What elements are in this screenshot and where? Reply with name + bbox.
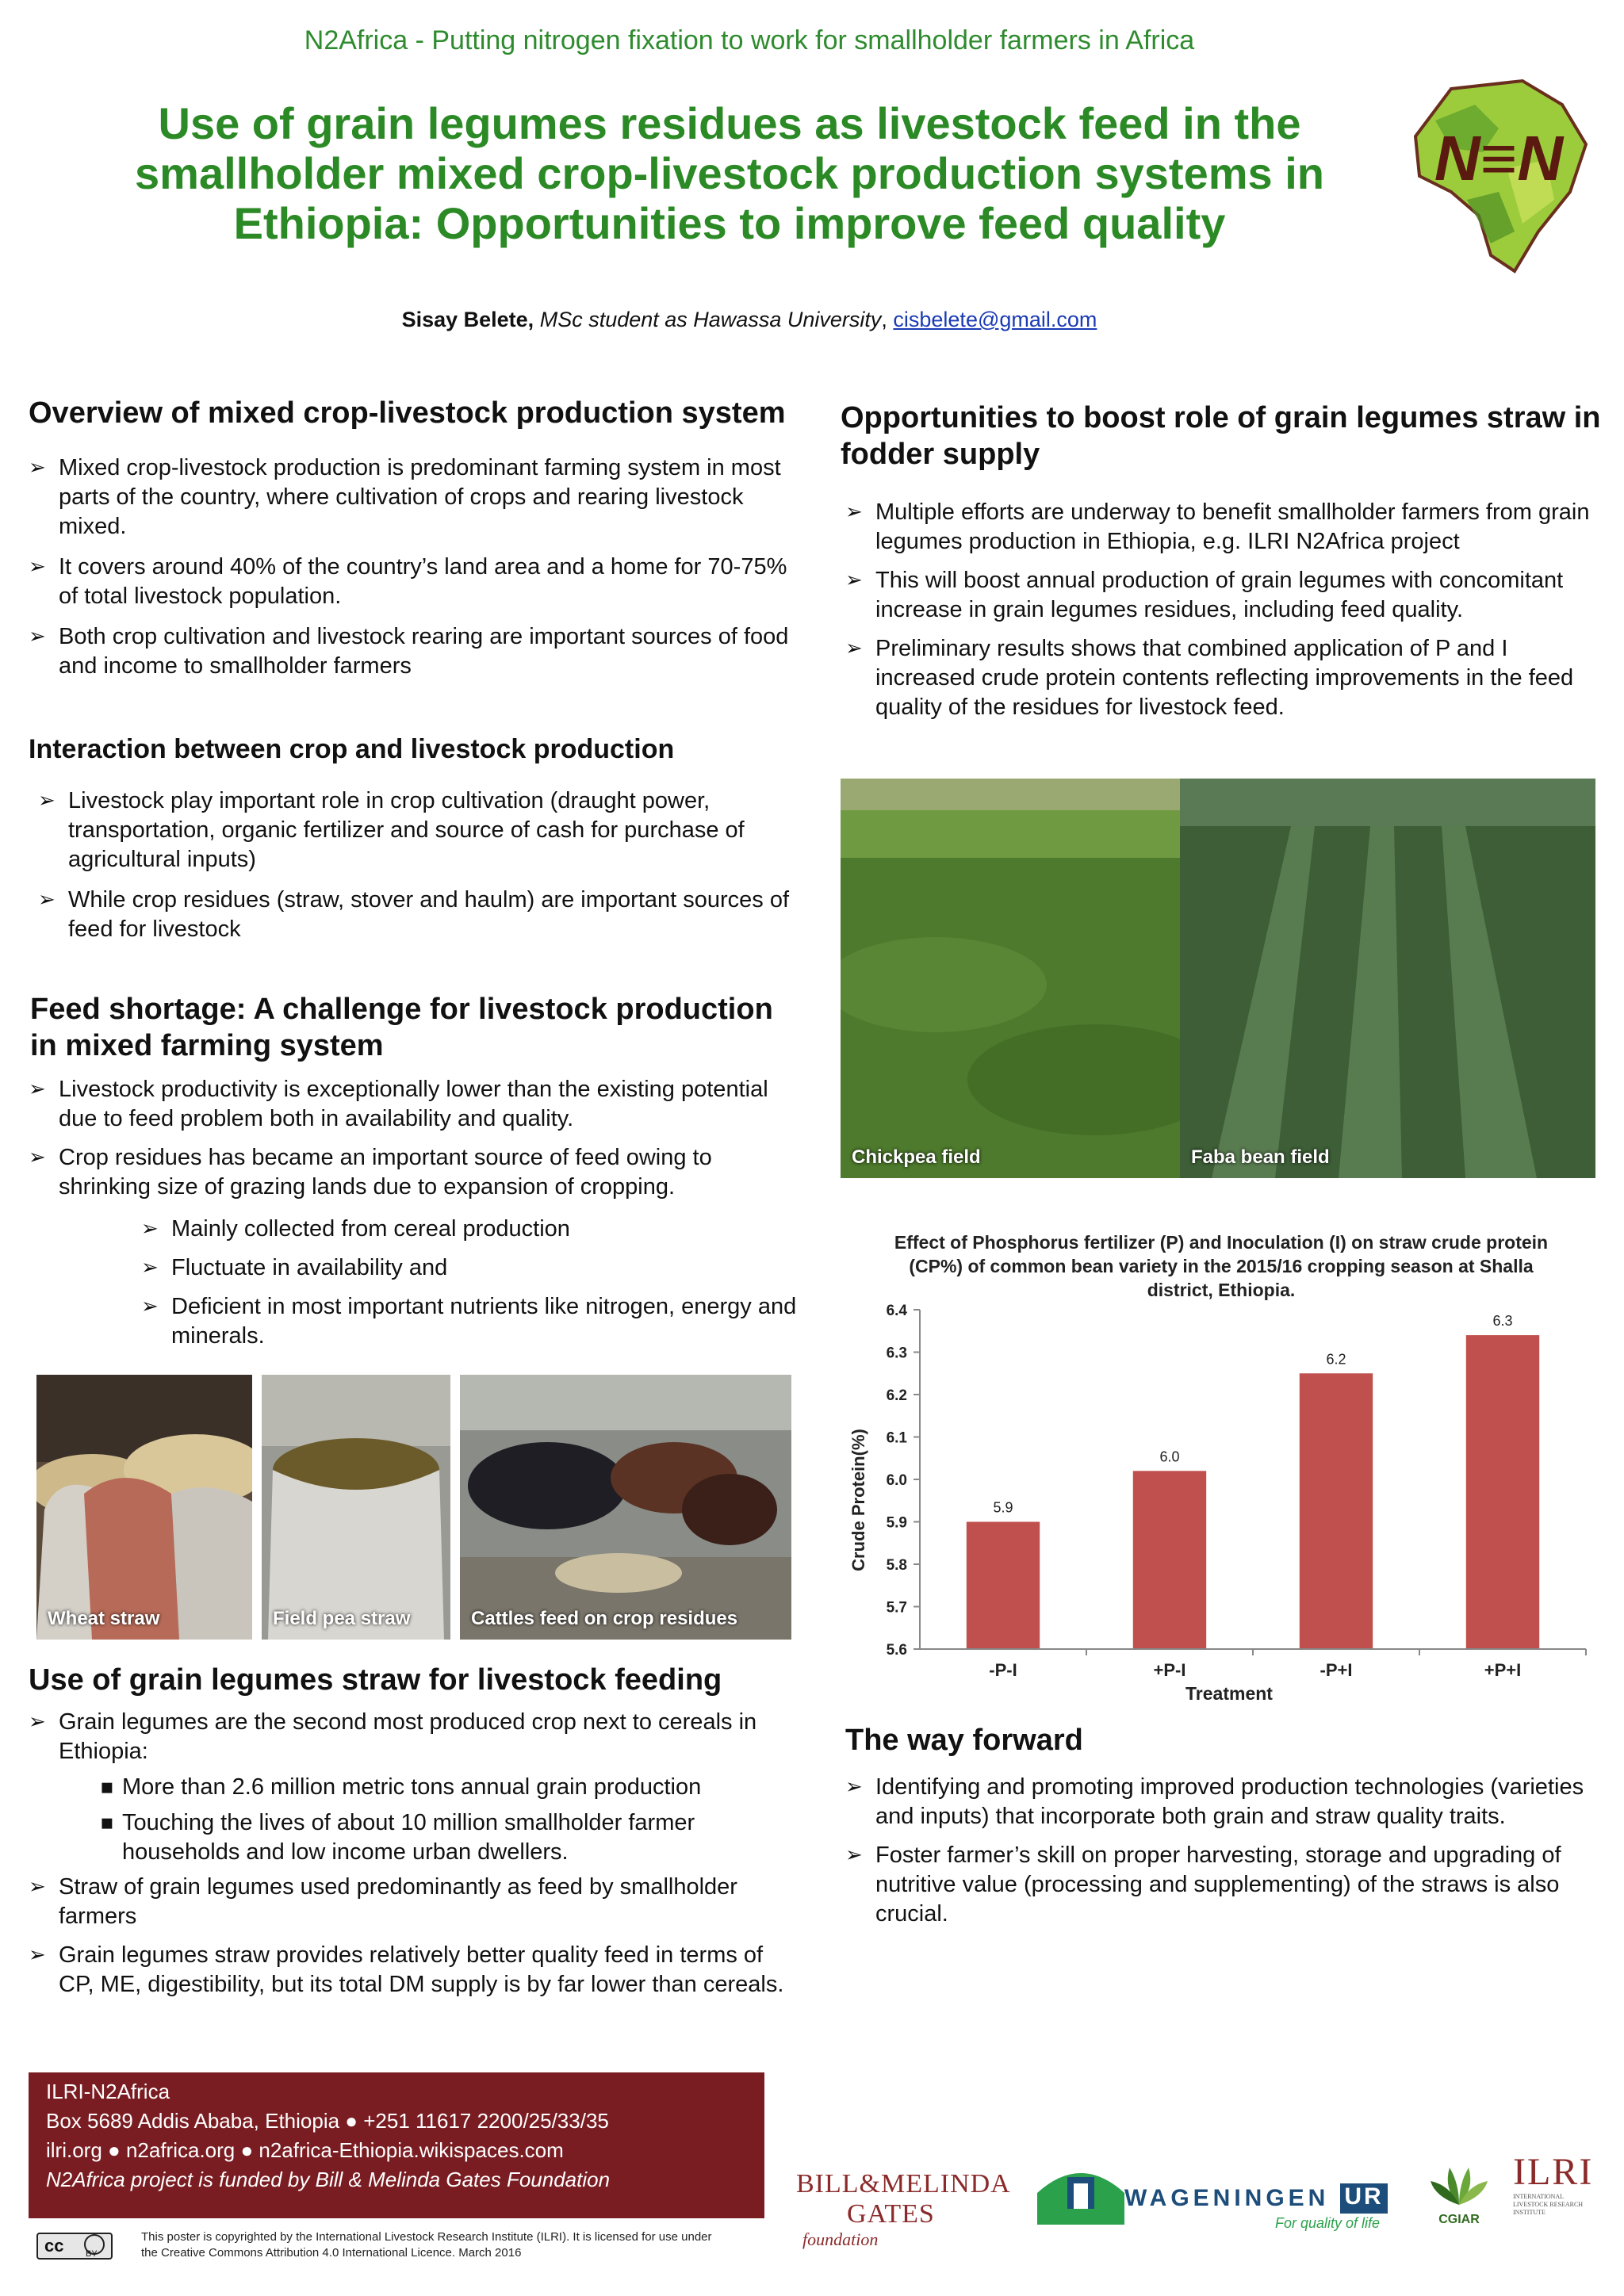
grain-legumes-list-1: [29, 1708, 790, 1776]
wur-wordmark: WAGENINGEN: [1124, 2185, 1330, 2211]
footer-funding: N2Africa project is funded by Bill & Melinda Gates Foundation: [46, 2168, 611, 2191]
way-forward-list: [845, 1773, 1599, 1938]
chart-bar: [1133, 1471, 1206, 1649]
chart-bar: [1300, 1373, 1373, 1649]
wur-ur-badge: UR: [1340, 2183, 1388, 2214]
x-tick-label: -P+I: [1320, 1660, 1353, 1680]
n2africa-logo: [1404, 73, 1594, 279]
list-item: ➢ Identifying and promoting improved production technologies (varieties and inputs) that incorporate both grain and straw quality traits.: [845, 1773, 1599, 1831]
bar-value-label: 6.2: [1326, 1351, 1346, 1368]
list-item: ➢ Fluctuate in availability and: [141, 1253, 799, 1283]
license-line-1: This poster is copyrighted by the International Livestock Research Institute (ILRI). It is licensed for use under: [141, 2230, 712, 2244]
chart-plot: [841, 1230, 1602, 1706]
list-item: ➢ Deficient in most important nutrients like nitrogen, energy and minerals.: [141, 1292, 799, 1351]
list-item: ➢ Preliminary results shows that combined application of P and I increased crude protein contents reflecting improvements in the feed quality of the residues for livestock feed.: [845, 634, 1599, 722]
opportunities-heading-line-1: Opportunities to boost role of grain legumes straw in: [841, 401, 1601, 434]
poster-title: [135, 98, 1324, 248]
bars: [967, 1313, 1539, 1649]
y-tick-label: 6.1: [886, 1429, 907, 1447]
y-axis: [887, 1303, 920, 1659]
opportunities-list: [845, 498, 1599, 732]
wageningen-ur-logo: [1037, 2161, 1394, 2233]
list-item: ▪ Touching the lives of about 10 million smallholder farmer households and low income urban dwellers.: [100, 1808, 782, 1867]
chickpea-field-photo: [841, 779, 1180, 1178]
opportunities-heading: [841, 400, 1618, 473]
chart-bar: [967, 1522, 1040, 1650]
cc-label: cc: [44, 2236, 64, 2256]
list-item: ➢ Multiple efforts are underway to benefit smallholder farmers from grain legumes production in Ethiopia, e.g. ILRI N2Africa project: [845, 498, 1599, 557]
x-axis-label: Treatment: [1185, 1683, 1273, 1704]
y-tick-label: 6.3: [886, 1345, 907, 1362]
license-line-2: the Creative Commons Attribution 4.0 International Licence. March 2016: [141, 2246, 522, 2260]
list-item: ➢ Foster farmer’s skill on proper harvesting, storage and upgrading of nutritive value (processing and supplementing) of the straws is also crucial.: [845, 1841, 1599, 1929]
y-axis-label: Crude Protein(%): [848, 1429, 868, 1571]
x-tick-label: +P-I: [1153, 1660, 1186, 1680]
way-forward-heading: The way forward: [845, 1724, 1083, 1757]
bar-value-label: 6.3: [1492, 1313, 1513, 1330]
y-tick-label: 5.7: [886, 1599, 907, 1617]
contact-footer: [29, 2072, 764, 2218]
bar-value-label: 5.9: [993, 1499, 1013, 1516]
wheat-straw-caption: Wheat straw: [48, 1608, 160, 1629]
y-tick-label: 6.0: [886, 1472, 907, 1489]
title-line-3: Ethiopia: Opportunities to improve feed quality: [233, 198, 1226, 248]
x-tick-label: +P+I: [1484, 1660, 1522, 1680]
list-item: ➢ Mixed crop-livestock production is predominant farming system in most parts of the country, where cultivation of crops and rearing livestock mixed.: [29, 453, 790, 541]
feed-shortage-heading-line-2: in mixed farming system: [30, 1029, 384, 1062]
list-item: ➢ It covers around 40% of the country’s land area and a home for 70-75% of total livestock population.: [29, 553, 790, 611]
faba-bean-field-image: [1180, 779, 1595, 1178]
grain-legumes-list-2: [29, 1873, 790, 2009]
cc-by-label: BY: [86, 2249, 98, 2259]
creative-commons-icon: [36, 2233, 113, 2260]
overview-heading: Overview of mixed crop-livestock production system: [29, 396, 786, 430]
author-name: Sisay Belete,: [401, 308, 534, 331]
n2africa-logo-text: N≡N: [1434, 123, 1564, 193]
list-item: ➢ Grain legumes are the second most produced crop next to cereals in Ethiopia:: [29, 1708, 790, 1766]
license-text: [141, 2229, 760, 2261]
y-tick-label: 6.4: [886, 1303, 907, 1319]
feed-shortage-list: [29, 1075, 790, 1211]
chart-title-line-3: district, Ethiopia.: [1147, 1280, 1296, 1300]
list-item: ➢ Grain legumes straw provides relatively better quality feed in terms of CP, ME, digestibility, but its total DM supply is by far lower than cereals.: [29, 1941, 790, 1999]
author-role: MSc student as Hawassa University: [539, 308, 882, 331]
chickpea-field-image: [841, 779, 1180, 1178]
list-item: ➢ Straw of grain legumes used predominantly as feed by smallholder farmers: [29, 1873, 790, 1931]
ilri-subtitle-3: INSTITUTE: [1513, 2209, 1545, 2216]
field-pea-straw-caption: Field pea straw: [273, 1608, 411, 1629]
y-tick-label: 5.9: [886, 1514, 907, 1532]
chart-title-line-1: Effect of Phosphorus fertilizer (P) and Inoculation (I) on straw crude protein: [894, 1232, 1549, 1253]
opportunities-heading-line-2: fodder supply: [841, 438, 1040, 471]
cattle-feeding-photo: [460, 1375, 791, 1640]
cgiar-wordmark: CGIAR: [1438, 2213, 1480, 2226]
feed-shortage-sublist: [141, 1215, 799, 1360]
feed-shortage-heading: [30, 991, 807, 1064]
chart-bar: [1466, 1335, 1539, 1649]
list-item: ▪ More than 2.6 million metric tons annual grain production: [100, 1773, 782, 1802]
list-item: ➢ This will boost annual production of grain legumes with concomitant increase in grain legumes residues, including feed quality.: [845, 566, 1599, 625]
ilri-subtitle-1: INTERNATIONAL: [1513, 2193, 1564, 2200]
wur-tagline: For quality of life: [1275, 2215, 1381, 2231]
field-pea-straw-photo: [262, 1375, 450, 1640]
poster-tagline: N2Africa - Putting nitrogen fixation to work for smallholder farmers in Africa: [304, 25, 1195, 55]
ilri-subtitle-2: LIVESTOCK RESEARCH: [1513, 2201, 1584, 2208]
cgiar-logo: [1427, 2161, 1491, 2233]
list-item: ➢ Livestock productivity is exceptionally lower than the existing potential due to feed problem both in availability and quality.: [29, 1075, 790, 1134]
bar-value-label: 6.0: [1159, 1448, 1180, 1465]
grain-legumes-straw-heading: Use of grain legumes straw for livestock feeding: [29, 1663, 722, 1697]
x-axis: [920, 1649, 1586, 1680]
footer-websites: ilri.org ● n2africa.org ● n2africa-Ethiopia.wikispaces.com: [46, 2138, 564, 2162]
y-tick-label: 6.2: [886, 1387, 907, 1404]
gates-logo-line-2: GATES: [847, 2199, 935, 2229]
list-item: ➢ Both crop cultivation and livestock rearing are important sources of food and income to smallholder farmers: [29, 622, 790, 681]
chart-title-line-2: (CP%) of common bean variety in the 2015/16 cropping season at Shalla: [909, 1256, 1534, 1276]
cattle-feeding-caption: Cattles feed on crop residues: [471, 1608, 738, 1629]
wheat-straw-image: [36, 1375, 252, 1640]
gates-logo-line-1: BILL&MELINDA: [796, 2169, 1011, 2198]
x-tick-label: -P-I: [989, 1660, 1017, 1680]
author-line: [0, 308, 1499, 332]
interaction-list: [38, 786, 799, 955]
cgiar-leaf-icon: [1427, 2161, 1491, 2209]
list-item: ➢ Livestock play important role in crop cultivation (draught power, transportation, organic fertilizer and source of cash for purchase of agricultural inputs): [38, 786, 799, 874]
list-item: ➢ Crop residues has became an important source of feed owing to shrinking size of grazing lands due to expansion of cropping.: [29, 1143, 790, 1202]
gates-foundation-logo: [796, 2169, 1010, 2250]
footer-org: ILRI-N2Africa: [46, 2080, 170, 2103]
y-tick-label: 5.8: [886, 1557, 907, 1574]
author-email-link[interactable]: cisbelete@gmail.com: [893, 308, 1097, 331]
y-tick-label: 5.6: [886, 1642, 907, 1659]
list-item: ➢ While crop residues (straw, stover and haulm) are important sources of feed for livestock: [38, 886, 799, 944]
overview-list: [29, 453, 790, 692]
field-pea-straw-image: [262, 1375, 450, 1640]
author-separator: ,: [881, 308, 887, 331]
gates-logo-line-3: foundation: [802, 2229, 879, 2249]
cattle-feeding-image: [460, 1375, 791, 1640]
list-item: ➢ Mainly collected from cereal production: [141, 1215, 799, 1244]
faba-bean-field-caption: Faba bean field: [1191, 1146, 1330, 1168]
title-line-1: Use of grain legumes residues as livestock feed in the: [158, 98, 1301, 148]
title-line-2: smallholder mixed crop-livestock production systems in: [135, 148, 1324, 198]
crude-protein-chart: [841, 1230, 1602, 1706]
feed-shortage-heading-line-1: Feed shortage: A challenge for livestock production: [30, 993, 773, 1026]
interaction-heading: Interaction between crop and livestock production: [29, 734, 675, 764]
grain-legumes-sublist: [100, 1773, 782, 1873]
chickpea-field-caption: Chickpea field: [852, 1146, 981, 1168]
wur-mark-icon: [1037, 2161, 1124, 2225]
faba-bean-field-photo: [1180, 779, 1595, 1178]
ilri-wordmark: ILRI: [1513, 2151, 1594, 2193]
ilri-logo: [1513, 2152, 1600, 2231]
wheat-straw-photo: [36, 1375, 252, 1640]
footer-address: Box 5689 Addis Ababa, Ethiopia ● +251 11617 2200/25/33/35: [46, 2109, 609, 2133]
